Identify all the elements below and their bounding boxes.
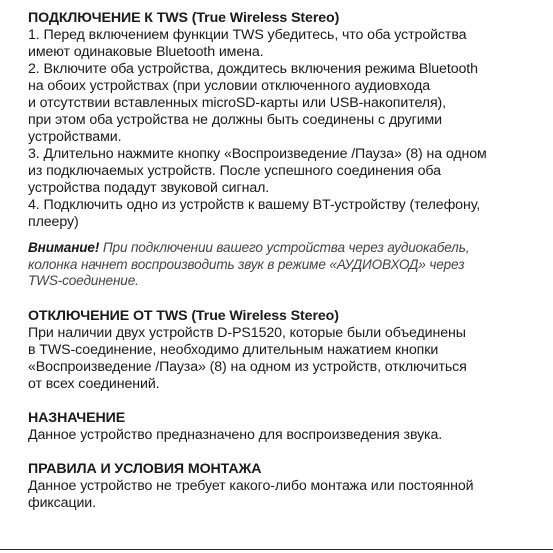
tws-connect-line: устройства подадут звуковой сигнал. [28, 180, 270, 196]
section-tws-connect [28, 10, 543, 231]
tws-connect-line: плееру) [28, 214, 79, 230]
tws-disconnect-line: от всех соединений. [28, 375, 160, 392]
tws-connect-line: 3. Длительно нажмите кнопку «Воспроизведение /Пауза» (8) на одном [28, 146, 487, 162]
warning-note [28, 240, 543, 290]
warning-text: При подключении вашего устройства через аудиокабель, [99, 240, 470, 255]
warning-line: TWS-соединение. [28, 273, 139, 288]
section-mounting [28, 461, 543, 512]
warning-line: колонка начнет воспроизводить звук в режиме «АУДИОВХОД» через [28, 256, 465, 272]
tws-connect-line: устройствами. [28, 129, 122, 145]
tws-connect-line: из подключаемых устройств. После успешного соединения оба [28, 163, 441, 179]
heading-mounting: ПРАВИЛА И УСЛОВИЯ МОНТАЖА [28, 460, 262, 477]
warning-label: Внимание! [28, 240, 100, 255]
manual-page [28, 10, 543, 512]
tws-disconnect-line: «Воспроизведение /Пауза» (8) на одном из устройств, отключиться [28, 358, 467, 375]
tws-connect-line: на обоих устройствах (при условии отключенного аудиовхода [28, 78, 431, 94]
heading-purpose: НАЗНАЧЕНИЕ [28, 409, 126, 426]
mounting-line: фиксации. [28, 494, 96, 511]
warning-line [28, 240, 543, 257]
purpose-line: Данное устройство предназначено для воспроизведения звука. [28, 426, 443, 443]
tws-connect-line: 4. Подключить одно из устройств к вашему BT-устройству (телефону, [28, 197, 481, 213]
heading-tws-disconnect [28, 308, 543, 325]
spacer [28, 231, 543, 240]
heading-tws-connect-main: ПОДКЛЮЧЕНИЕ К TWS [28, 10, 188, 26]
heading-tws-connect-sub: (True Wireless Stereo) [191, 10, 340, 26]
tws-connect-line: 2. Включите оба устройства, дождитесь включения режима Bluetooth [28, 61, 478, 77]
bottom-divider [0, 549, 553, 550]
heading-tws-connect [28, 10, 543, 27]
tws-connect-line: при этом оба устройства не должны быть соединены с другими [28, 112, 443, 128]
tws-disconnect-line: При наличии двух устройств D-PS1520, которые были объединены [28, 324, 466, 341]
mounting-line: Данное устройство не требует какого-либо монтажа или постоянной [28, 477, 474, 494]
spacer [28, 393, 543, 410]
heading-tws-disconnect-main: ОТКЛЮЧЕНИЕ ОТ TWS [28, 307, 188, 324]
section-tws-disconnect [28, 308, 543, 393]
tws-connect-line: 1. Перед включением функции TWS убедитесь, что оба устройства [28, 27, 467, 43]
spacer [28, 290, 543, 308]
tws-connect-line: и отсутствии вставленных microSD-карты или USB-накопителя), [28, 95, 446, 111]
heading-tws-disconnect-sub: (True Wireless Stereo) [191, 307, 339, 324]
tws-disconnect-line: в TWS-соединение, необходимо длительным нажатием кнопки [28, 341, 439, 358]
tws-connect-line: имеют одинаковые Bluetooth имена. [28, 44, 264, 60]
section-purpose [28, 410, 543, 444]
spacer [28, 444, 543, 461]
